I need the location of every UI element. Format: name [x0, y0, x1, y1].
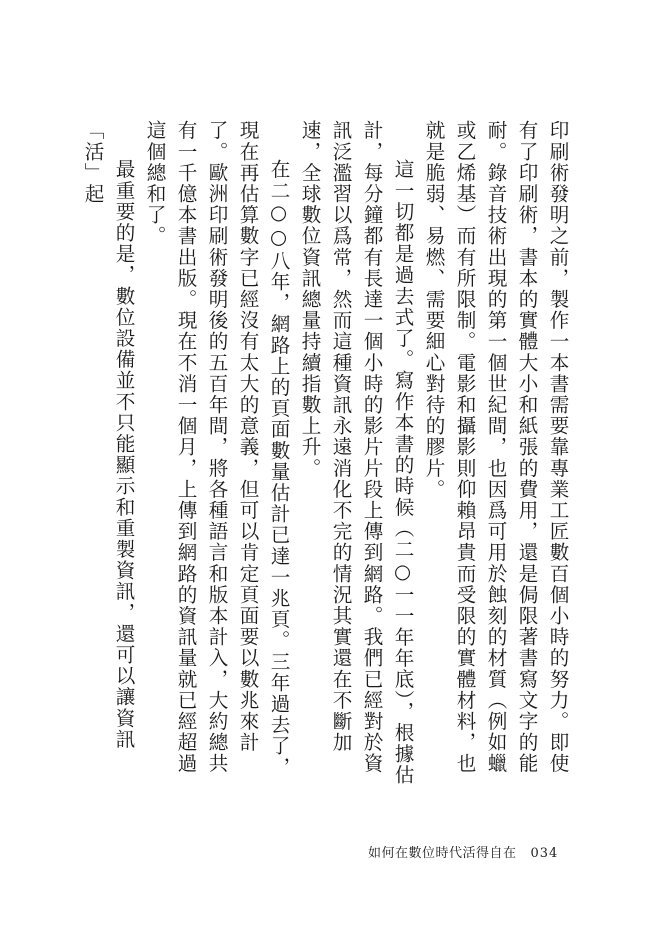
running-footer: [368, 842, 558, 861]
paragraph-3: 在二○○八年，網路上的頁面數量估計已達一兆頁。三年過去了，現在再估算數字已經沒有太大的意義，但可以肯定頁面要以數兆來計了。歐洲印刷術發明後的五百年間，將各種語言和版本計入，大約總共有一千億本書出版。現在不消一個月，上傳到網路的資訊量就已經超過這個總和了。: [143, 120, 290, 778]
paragraph-4: 最重要的是，數位設備並不只能顯示和重製資訊，還可以讓資訊「活」起: [81, 120, 135, 750]
page-number: 034: [530, 846, 559, 861]
book-title: 如何在數位時代活得自在: [368, 846, 517, 861]
paragraph-2: 這一切都是過去式了。寫作本書的時候（二○一一年年底），根據估計，每分鐘都有長達一個小時的影片片段上傳到網路。我們已經對於資訊泛濫習以爲常，然而這種資訊永遠消化不完的情況其實還在不斷加速，全球數位資訊總量持續指數上升。: [298, 120, 414, 786]
paragraph-1: 印刷術發明之前，製作一本書需要靠專業工匠數百個小時的努力。即使有了印刷術，書本的實體大小和紙張的費用，還是侷限著書寫文字的能耐。錄音技術出現的第一個世紀間，也因爲可用於蝕刻的材質（例如蠟或乙烯基）而有所限制。電影和攝影則仰賴昂貴而受限的實體材料，也就是脆弱、易燃、需要細心對待的膠片。: [422, 120, 569, 775]
body-text: [73, 120, 573, 790]
